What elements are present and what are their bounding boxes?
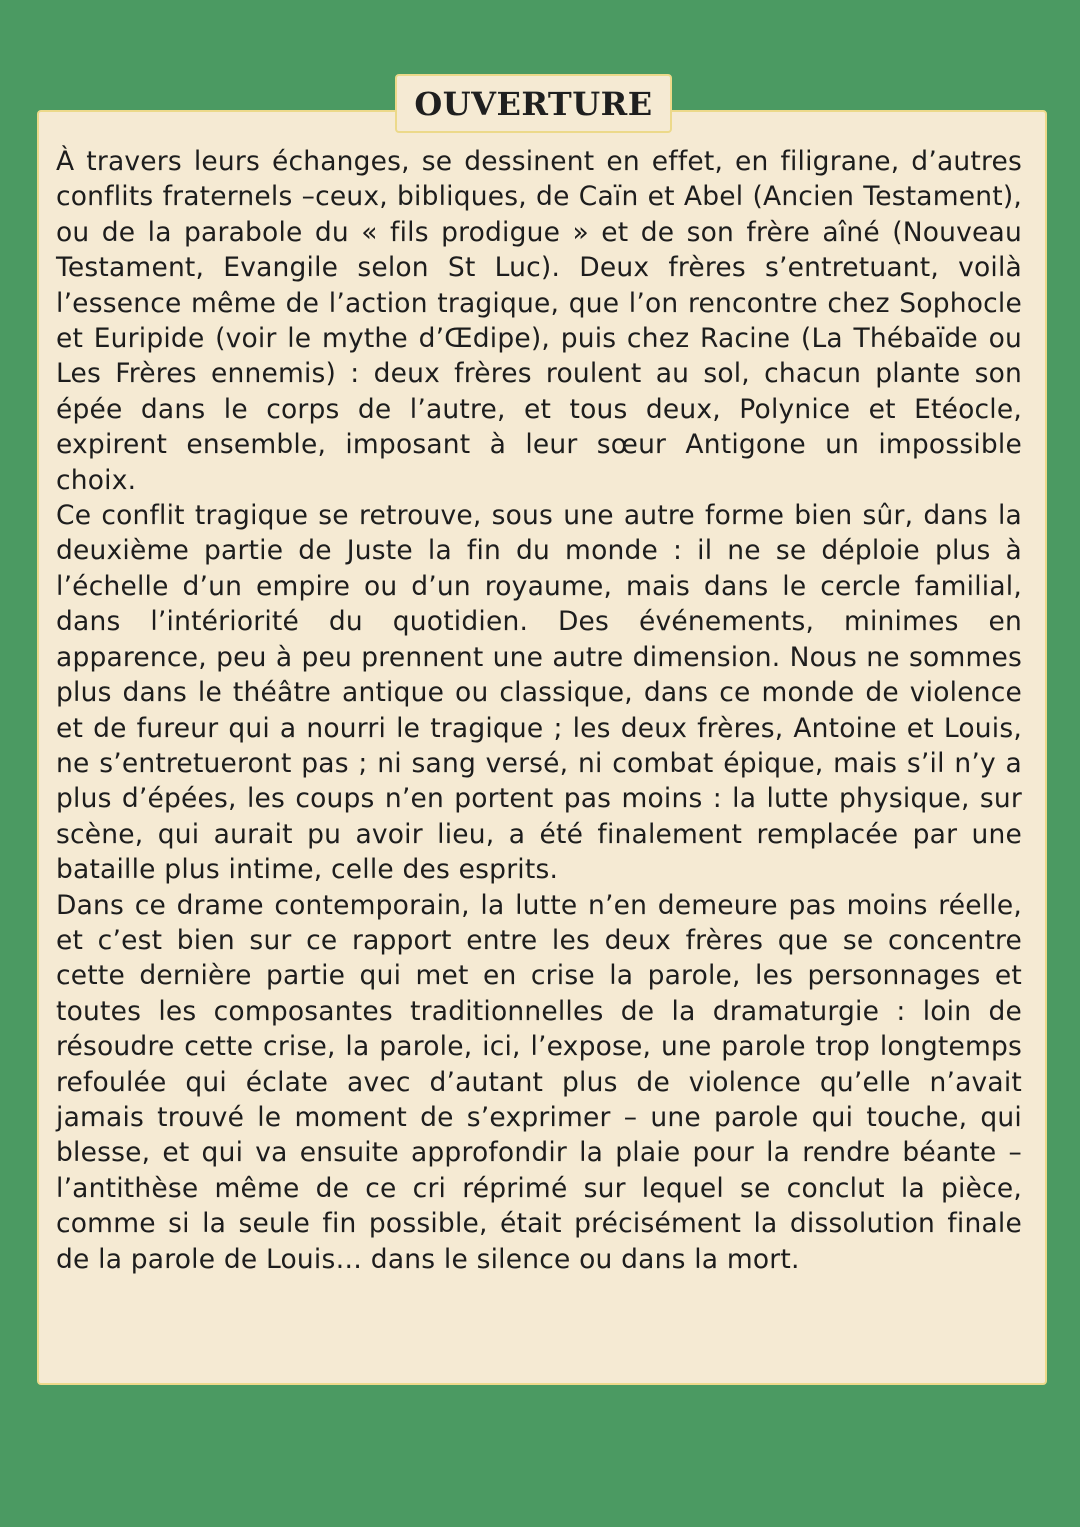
paragraph-1: À travers leurs échanges, se dessinent en effet, en filigrane, d’autres conflits fraternels –ceux, bibliques, de Caïn et Abel (Ancien Testament), ou de la parabole du « fils prodigue » et de son frère aîné (Nouveau Testament, Evangile selon St Luc). Deux frères s’entretuant, voilà l’essence même de l’action tragique, que l’on rencontre chez Sophocle et Euripide (voir le mythe d’Œdipe), puis chez Racine (La Thébaïde ou Les Frères ennemis) : deux frères roulent au sol, chacun plante son épée dans le corps de l’autre, et tous deux, Polynice et Etéocle, expirent ensemble, imposant à leur sœur Antigone un impossible choix. [56, 146, 1022, 496]
paragraph-3: Dans ce drame contemporain, la lutte n’en demeure pas moins réelle, et c’est bien sur ce rapport entre les deux frères que se concentre cette dernière partie qui met en crise la parole, les personnages et toutes les composantes traditionnelles de la dramaturgie : loin de résoudre cette crise, la parole, ici, l’expose, une parole trop longtemps refoulée qui éclate avec d’autant plus de violence qu’elle n’avait jamais trouvé le moment de s’exprimer – une parole qui touche, qui blesse, et qui va ensuite approfondir la plaie pour la rendre béante – l’antithèse même de ce cri réprimé sur lequel se conclut la pièce, comme si la seule fin possible, était précisément la dissolution finale de la parole de Louis… dans le silence ou dans la mort. [56, 889, 1022, 1275]
body-text [56, 144, 1022, 1277]
section-title: OUVERTURE [414, 84, 653, 123]
section-title-box [395, 74, 672, 133]
paragraph-2: Ce conflit tragique se retrouve, sous une autre forme bien sûr, dans la deuxième partie de Juste la fin du monde : il ne se déploie plus à l’échelle d’un empire ou d’un royaume, mais dans le cercle familial, dans l’intériorité du quotidien. Des événements, minimes en apparence, peu à peu prennent une autre dimension. Nous ne sommes plus dans le théâtre antique ou classique, dans ce monde de violence et de fureur qui a nourri le tragique ; les deux frères, Antoine et Louis, ne s’entretueront pas ; ni sang versé, ni combat épique, mais s’il n’y a plus d’épées, les coups n’en portent pas moins : la lutte physique, sur scène, qui aurait pu avoir lieu, a été finalement remplacée par une bataille plus intime, celle des esprits. [56, 500, 1022, 886]
